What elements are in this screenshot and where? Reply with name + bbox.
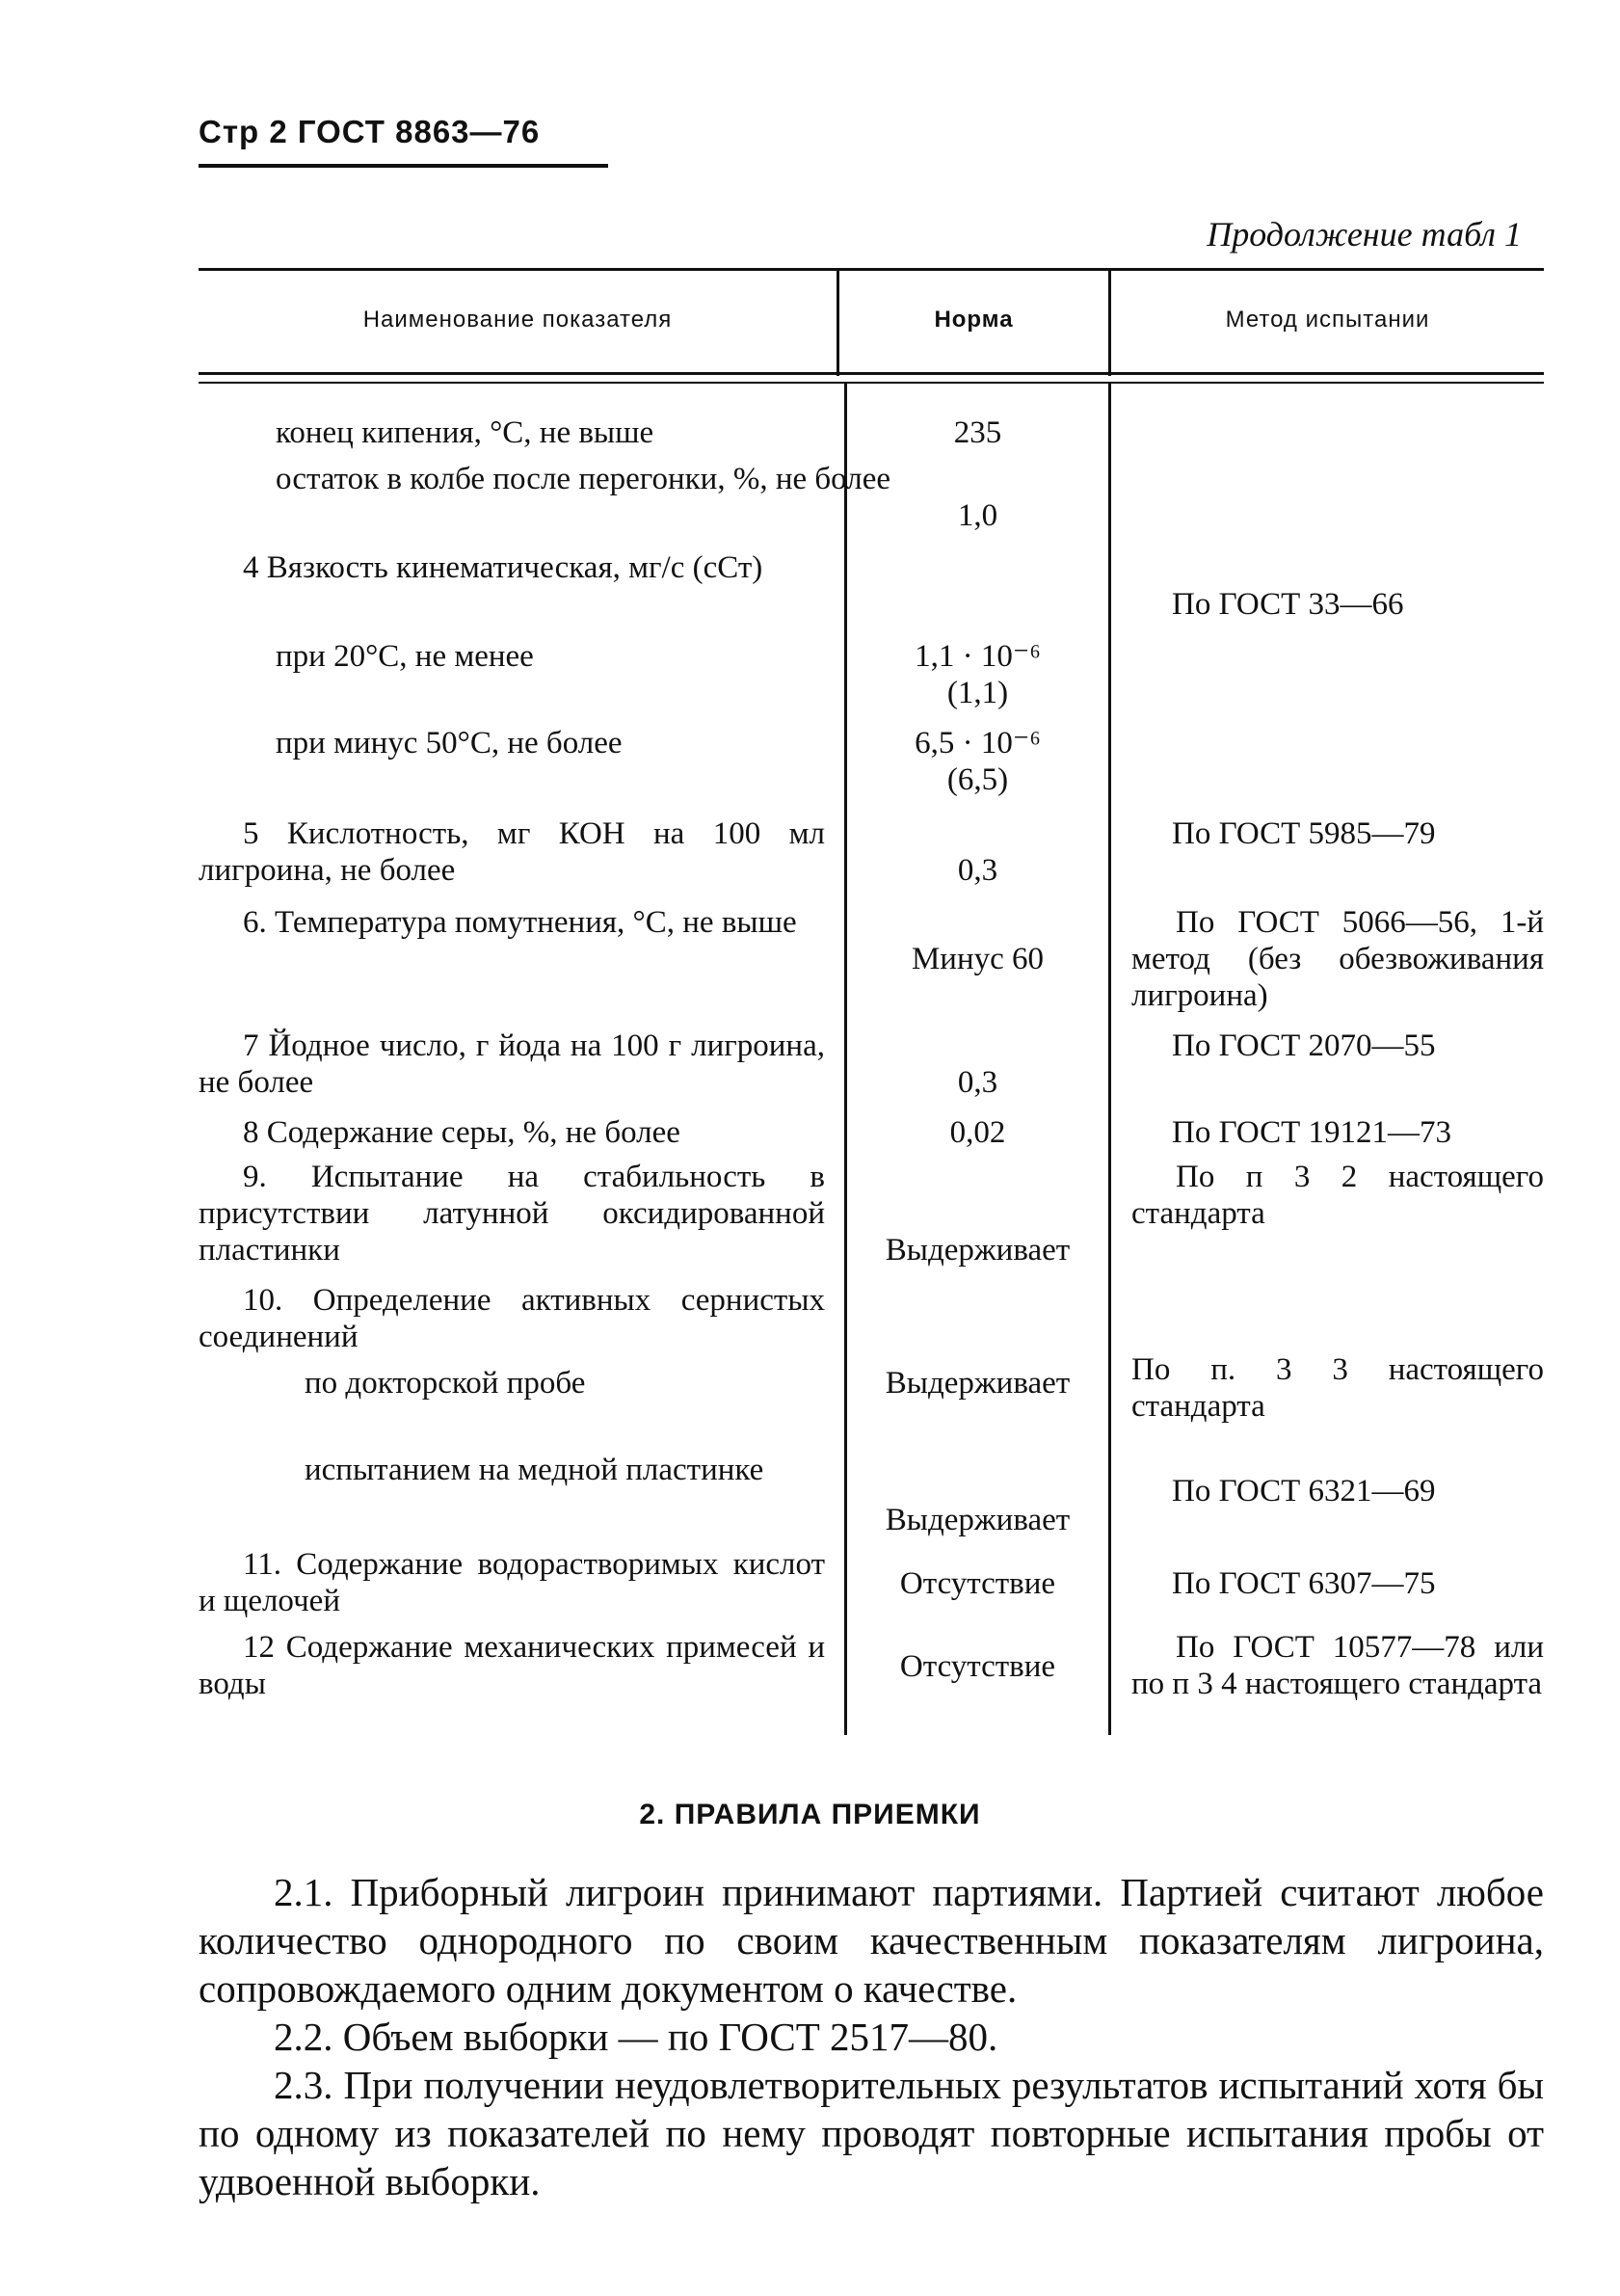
section-title: 2. ПРАВИЛА ПРИЕМКИ [639, 1799, 981, 1830]
column-header-name: Наименование показателя [362, 307, 673, 333]
row-method: По п. 3 3 настоящего стандарта [1131, 1352, 1544, 1424]
page-header: Стр 2 ГОСТ 8863—76 [199, 114, 541, 149]
row-method: По ГОСТ 5985—79 [1172, 816, 1436, 851]
row-name: 8 Содержание серы, %, не более [243, 1115, 680, 1150]
table-caption: Продолжение табл 1 [1207, 215, 1522, 254]
paragraph [199, 2013, 1544, 2061]
data-table [199, 268, 1544, 1735]
row-method: По ГОСТ 2070—55 [1172, 1028, 1436, 1063]
row-norm: Отсутствие [899, 1649, 1056, 1684]
paragraph [199, 1868, 1544, 2013]
paragraph-text: 2.1. Приборный лигроин принимают партиями. Партией считают любое количество однородного по своим качественным показателям лигроина, сопровождаемого одним документом о качестве. [199, 1870, 1544, 2011]
row-method: По ГОСТ 10577—78 или по п 3 4 настоящего стандарта [1131, 1630, 1544, 1701]
row-name: 4 Вязкость кинематическая, мг/с (сСт) [243, 550, 763, 585]
paragraph [199, 2061, 1544, 2205]
row-method: По ГОСТ 6321—69 [1172, 1474, 1436, 1508]
row-name: по докторской пробе [305, 1366, 586, 1401]
table-header-rule [199, 372, 1544, 375]
row-name: 9. Испытание на стабильность в присутствии латунной оксидированной пластинки [199, 1160, 825, 1268]
row-norm: Выдерживает [885, 1233, 1071, 1268]
row-name: конец кипения, °С, не выше [276, 415, 654, 450]
row-norm: 1,0 [957, 498, 998, 533]
row-norm: 1,1 · 10⁻⁶ [915, 639, 1041, 674]
row-norm: 235 [953, 415, 1002, 450]
row-norm-alt: (1,1) [946, 676, 1009, 710]
row-name: 6. Температура помутнения, °С, не выше [243, 905, 797, 940]
row-name: испытанием на медной пластинке [305, 1453, 764, 1487]
column-divider [1108, 382, 1111, 1735]
paragraph-text: 2.2. Объем выборки — по ГОСТ 2517—80. [274, 2015, 998, 2059]
row-name: при 20°С, не менее [276, 639, 534, 674]
row-norm: 0,02 [949, 1115, 1006, 1150]
row-norm: Выдерживает [885, 1503, 1071, 1537]
header-rule [199, 164, 608, 168]
row-name: 10. Определение активных сернистых соединений [199, 1283, 825, 1354]
row-name: 5 Кислотность, мг КОН на 100 мл лигроина, не более [199, 816, 825, 888]
table-header-rule-2 [199, 382, 1544, 384]
row-name: при минус 50°С, не более [276, 726, 623, 761]
table-top-rule [199, 268, 1544, 271]
row-name: остаток в колбе после перегонки, %, не более [276, 462, 891, 496]
row-norm: Минус 60 [911, 942, 1045, 976]
row-norm: 0,3 [957, 853, 998, 888]
column-header-norm: Норма [934, 307, 1014, 333]
row-norm: Выдерживает [885, 1366, 1071, 1401]
row-method: По ГОСТ 6307—75 [1172, 1566, 1436, 1601]
row-norm-alt: (6,5) [946, 762, 1009, 797]
row-method: По ГОСТ 5066—56, 1-й метод (без обезвоживания лигроина) [1131, 905, 1544, 1013]
row-method: По ГОСТ 33—66 [1172, 587, 1404, 622]
paragraph-text: 2.3. При получении неудовлетворительных результатов испытаний хотя бы по одному из показателей по нему проводят повторные испытания пробы от удвоенной выборки. [199, 2063, 1544, 2203]
row-name: 11. Содержание водорастворимых кислот и щелочей [199, 1547, 825, 1618]
row-norm: 0,3 [957, 1065, 998, 1100]
row-norm: 6,5 · 10⁻⁶ [915, 726, 1041, 761]
column-header-method: Метод испытании [1225, 307, 1430, 333]
row-name: 12 Содержание механических примесей и воды [199, 1630, 825, 1701]
row-method: По ГОСТ 19121—73 [1172, 1115, 1451, 1150]
row-name: 7 Йодное число, г йода на 100 г лигроина, не более [199, 1028, 825, 1100]
row-method: По п 3 2 настоящего стандарта [1131, 1160, 1544, 1231]
row-norm: Отсутствие [899, 1566, 1056, 1601]
